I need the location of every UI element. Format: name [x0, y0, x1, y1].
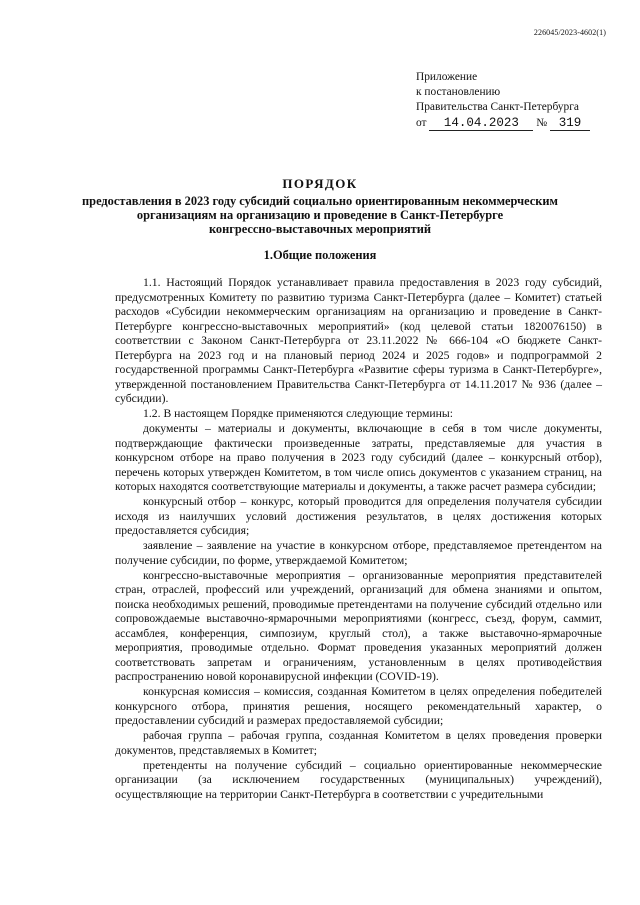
document-title: [0, 177, 640, 236]
appendix-from-label: от: [416, 117, 427, 129]
paragraph: заявление – заявление на участие в конкурсном отборе, представляемое претендентом на получение субсидии, по форме, утверждаемой Комитетом;: [115, 539, 602, 567]
paragraph: конкурсная комиссия – комиссия, созданная Комитетом в целях определения победителей конкурсного отбора, принятия решения, носящего рекомендательный характер, о предоставлении субсидий и размерах предоставляемой субсидии;: [115, 685, 602, 727]
appendix-date: 14.04.2023: [429, 117, 533, 131]
paragraph: 1.1. Настоящий Порядок устанавливает правила предоставления в 2023 году субсидий, предусмотренных Комитету по развитию туризма Санкт-Петербурга (далее – Комитет) статьей расходов «Субсидии некоммерческим организациям на организацию и проведение в Санкт-Петербурге конгрессно-выставочных мероприятий» (код целевой статьи 1820076150) в соответствии с Законом Санкт-Петербурга от 23.11.2022 № 666-104 «О бюджете Санкт-Петербурга на 2023 год и на плановый период 2024 и 2025 годов» и подпрограммой 2 государственной программы Санкт-Петербурга «Развитие сферы туризма в Санкт-Петербурге», утвержденной постановлением Правительства Санкт-Петербурга от 14.11.2017 № 936 (далее – субсидии).: [115, 276, 602, 405]
body-text: [115, 276, 602, 802]
appendix-date-line: [416, 116, 626, 131]
appendix-block: [416, 70, 626, 131]
document-id: 226045/2023-4602(1): [533, 28, 606, 37]
appendix-line-2: к постановлению: [416, 86, 501, 98]
title-main: ПОРЯДОК: [282, 176, 358, 191]
paragraph: документы – материалы и документы, включающие в себя в том числе документы, подтверждающие фактически произведенные затраты, представляемые для участия в конкурсном отборе на право получения в 2023 году субсидий (далее – конкурсный отбор), перечень которых утвержден Комитетом, в том числе опись документов с указанием страниц, на которых находятся соответствующие материалы и документы, а также расчет размера субсидии;: [115, 422, 602, 493]
title-line-3: конгрессно-выставочных мероприятий: [208, 222, 432, 236]
paragraph: претенденты на получение субсидий – социально ориентированные некоммерческие организации (за исключением государственных (муниципальных) учреждений), осуществляющие на территории Санкт-Петербурга в соответствии с учредительными: [115, 758, 602, 801]
paragraph: конкурсный отбор – конкурс, который проводится для определения получателя субсидии исходя из наилучших условий достижения результатов, в целях достижения которых предоставляется субсидия;: [115, 495, 602, 537]
appendix-line-3: Правительства Санкт-Петербурга: [416, 101, 579, 113]
appendix-number-label: №: [536, 117, 548, 129]
section-heading: 1.Общие положения: [263, 248, 377, 262]
paragraph: рабочая группа – рабочая группа, созданная Комитетом в целях проведения проверки документов, представляемых в Комитет;: [115, 729, 602, 757]
appendix-number: 319: [550, 117, 590, 131]
title-line-1: предоставления в 2023 году субсидий социально ориентированным некоммерческим: [82, 194, 558, 208]
title-line-2: организациям на организацию и проведение в Санкт-Петербурге: [136, 208, 504, 222]
paragraph: 1.2. В настоящем Порядке применяются следующие термины:: [143, 407, 453, 420]
appendix-line-1: Приложение: [416, 71, 478, 83]
paragraph: конгрессно-выставочные мероприятия – организованные мероприятия представителей стран, отраслей, профессий или учреждений, организаций для обмена знаниями и опытом, поиска необходимых решений, проводимые претендентами на получение субсидий отдельно или сопровождаемые выставочно-ярмарочными мероприятиями (конгресс, съезд, форум, саммит, ассамблея, конференция, симпозиум, круглый стол), а также выставочно-ярмарочные мероприятия, проводимые отдельно. Формат проведения указанных мероприятий должен соответствовать запретам и ограничениям, установленным в целях противодействия распространению новой коронавирусной инфекции (COVID-19).: [115, 568, 602, 683]
